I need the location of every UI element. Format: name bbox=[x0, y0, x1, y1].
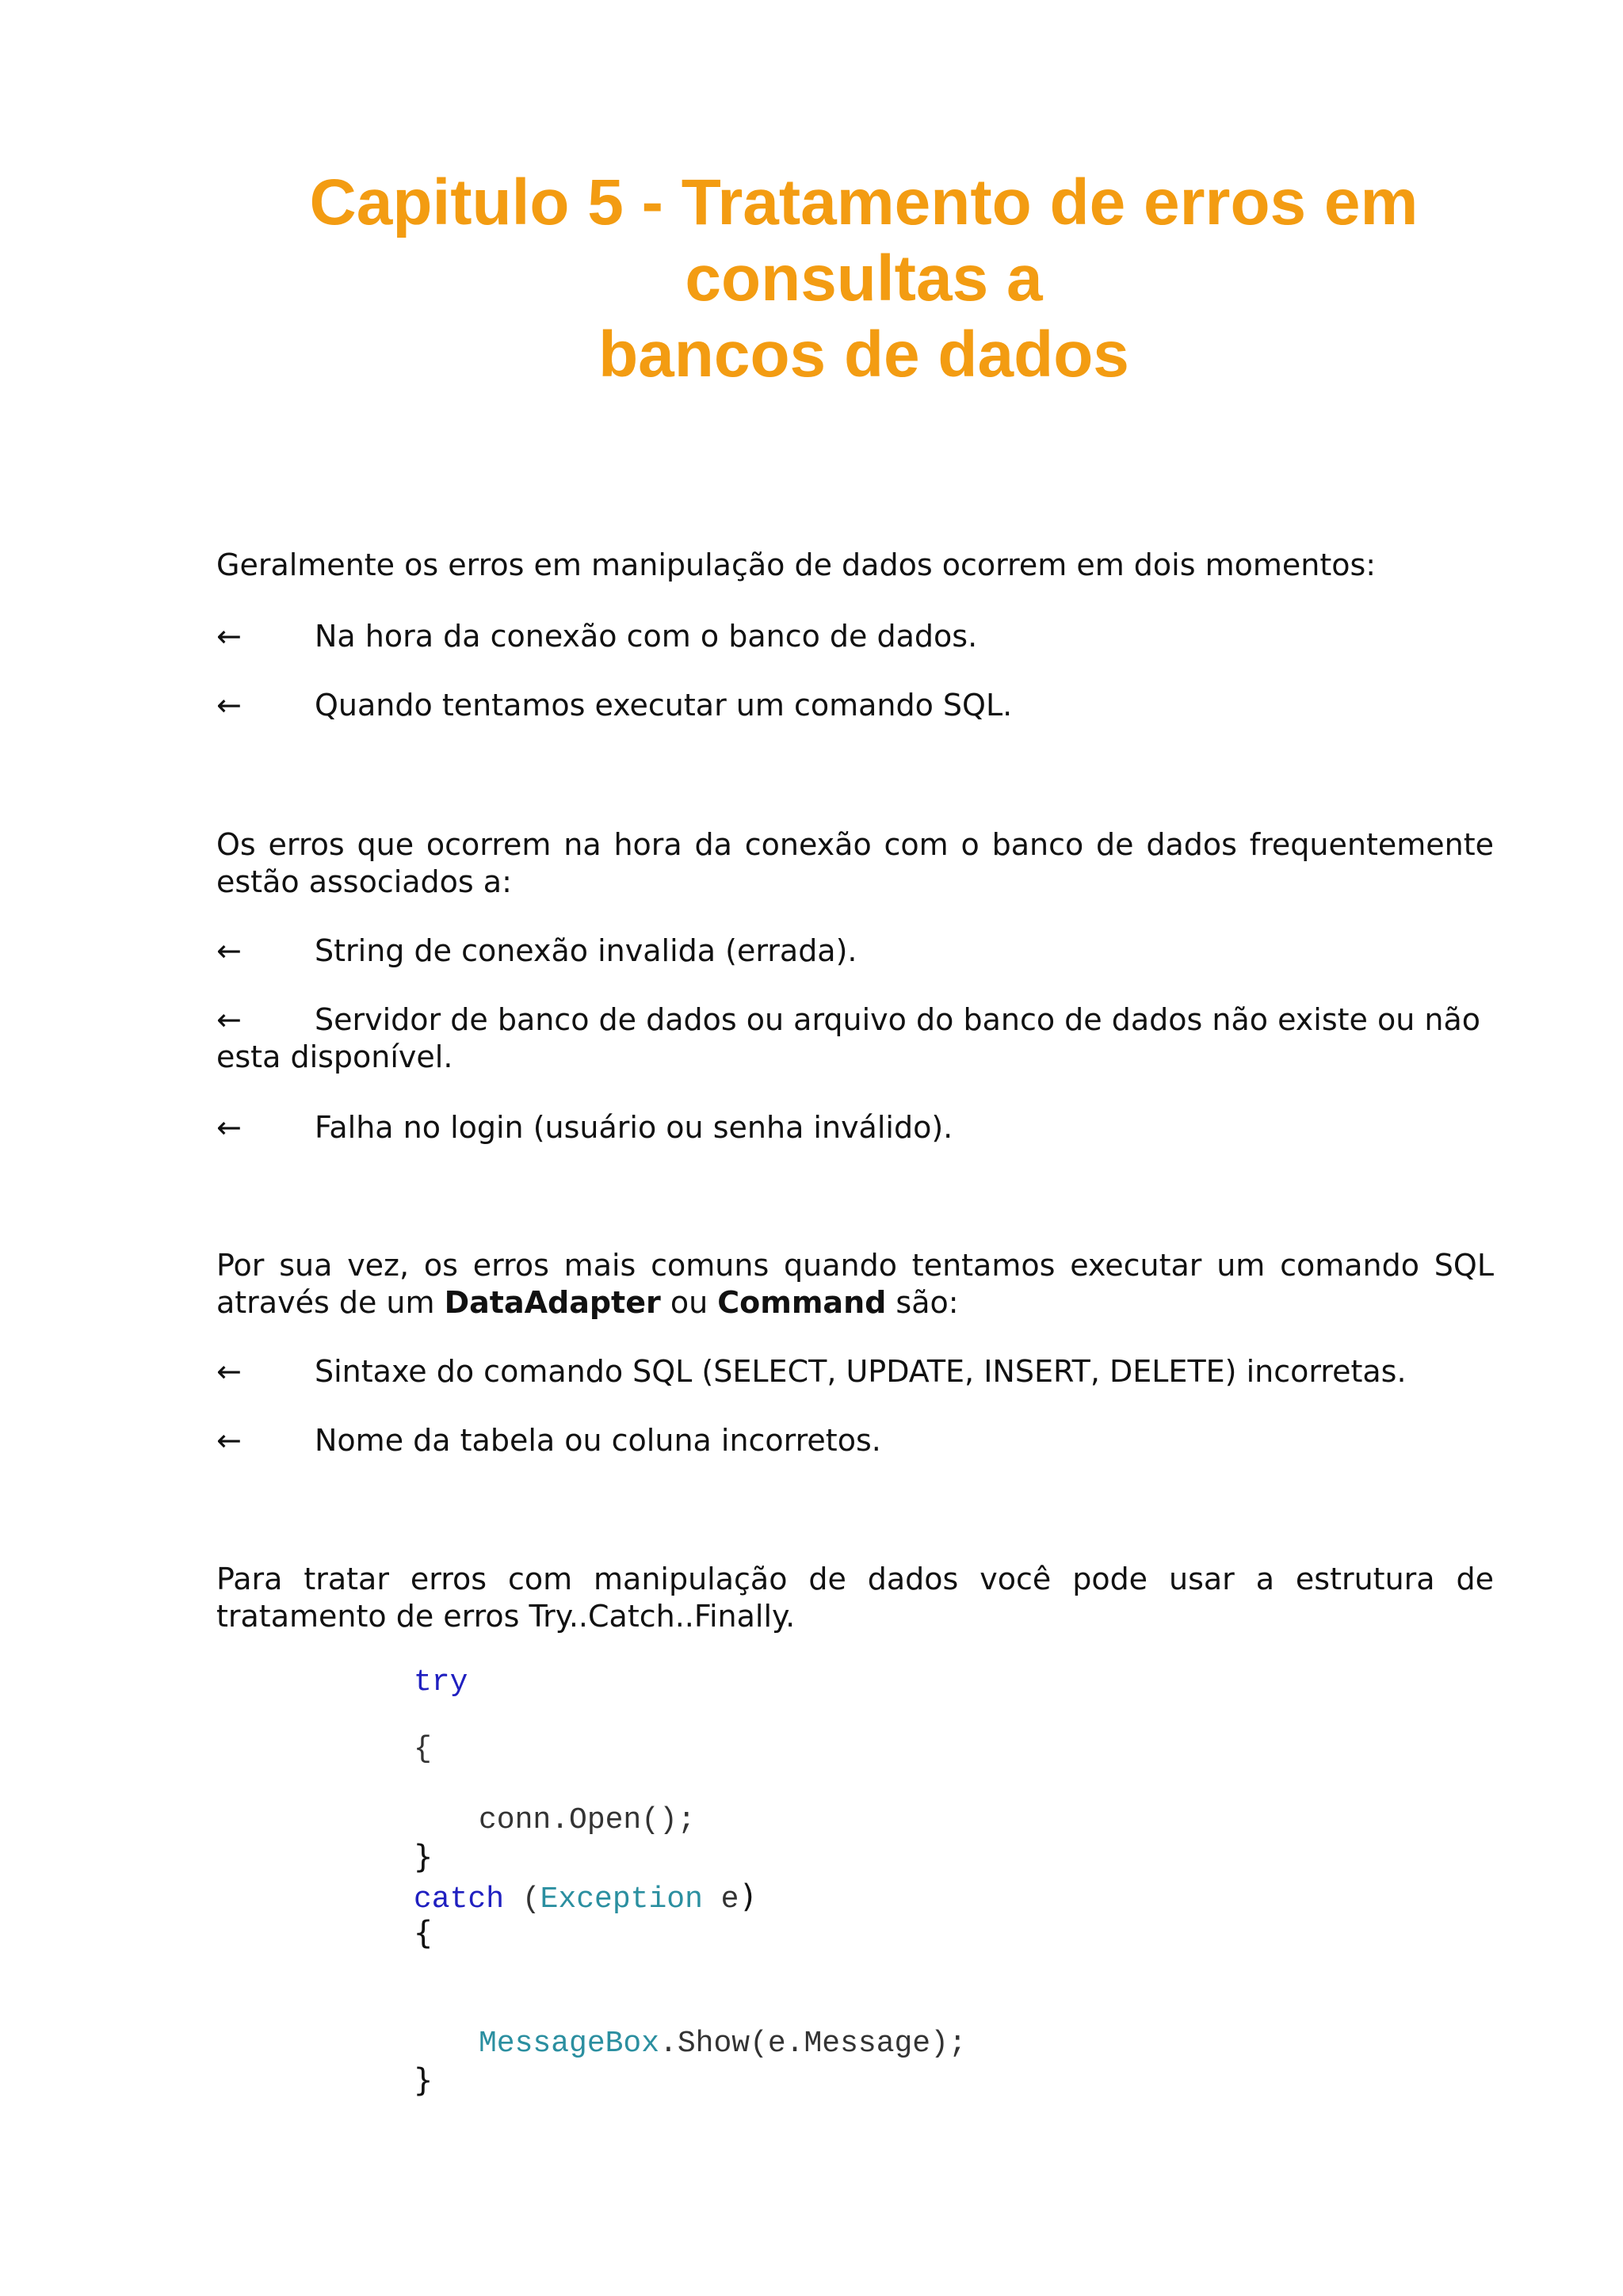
section1-intro: Geralmente os erros em manipulação de dados ocorrem em dois momentos: bbox=[216, 547, 1377, 582]
arrow-left-icon: ← bbox=[216, 1423, 242, 1458]
list-item bbox=[216, 1422, 1494, 1459]
page-title bbox=[214, 165, 1514, 393]
list-item bbox=[216, 687, 1494, 724]
bullet-text: Servidor de banco de dados ou arquivo do banco de dados não existe ou não bbox=[315, 1002, 1481, 1037]
list-item bbox=[216, 618, 1494, 655]
code-line-catch: catch (Exception e) bbox=[414, 1878, 758, 1917]
bullet-text: Na hora da conexão com o banco de dados. bbox=[315, 619, 978, 654]
dataadapter-term: DataAdapter bbox=[444, 1285, 661, 1320]
bullet-text: Falha no login (usuário ou senha inválido). bbox=[315, 1110, 953, 1145]
code-line-conn-open: conn.Open(); bbox=[479, 1803, 696, 1837]
type-messagebox: MessageBox bbox=[479, 2027, 660, 2061]
bullet-text: Sintaxe do comando SQL (SELECT, UPDATE, INSERT, DELETE) incorretas. bbox=[315, 1354, 1407, 1389]
code-line-close-brace: } bbox=[414, 1839, 433, 1875]
section3-intro: Por sua vez, os erros mais comuns quando tentamos executar um comando SQL através de um DataAdapter ou Command são: bbox=[216, 1248, 1494, 1320]
type-exception: Exception bbox=[540, 1882, 703, 1917]
arrow-left-icon: ← bbox=[216, 619, 242, 654]
list-item bbox=[216, 1001, 1494, 1076]
code-line-open-brace: { bbox=[414, 1732, 432, 1766]
bullet-text: Quando tentamos executar um comando SQL. bbox=[315, 688, 1013, 723]
arrow-left-icon: ← bbox=[216, 933, 242, 968]
arrow-left-icon: ← bbox=[216, 1110, 242, 1145]
title-line-3: bancos de dados bbox=[598, 318, 1129, 391]
bullet-text-continued: esta disponível. bbox=[216, 1039, 453, 1074]
bullet-text: String de conexão invalida (errada). bbox=[315, 933, 857, 968]
code-line-open-brace-2: { bbox=[414, 1915, 433, 1951]
code-line-messagebox: MessageBox.Show(e.Message); bbox=[479, 2027, 967, 2061]
arrow-left-icon: ← bbox=[216, 1002, 242, 1037]
arrow-left-icon: ← bbox=[216, 1354, 242, 1389]
keyword-try: try bbox=[414, 1665, 468, 1699]
command-term: Command bbox=[717, 1285, 887, 1320]
arrow-left-icon: ← bbox=[216, 688, 242, 723]
list-item bbox=[216, 1109, 1494, 1146]
list-item bbox=[216, 933, 1494, 970]
keyword-catch: catch bbox=[414, 1882, 505, 1917]
list-item bbox=[216, 1353, 1494, 1390]
title-line-1: Capitulo 5 - Tratamento de erros em bbox=[309, 166, 1419, 238]
section2-intro: Os erros que ocorrem na hora da conexão com o banco de dados frequentemente estão associados a: bbox=[216, 827, 1494, 899]
bullet-text: Nome da tabela ou coluna incorretos. bbox=[315, 1423, 881, 1458]
title-line-2: consultas a bbox=[685, 242, 1043, 315]
code-line-close-brace-2: } bbox=[414, 2062, 433, 2099]
section4-intro: Para tratar erros com manipulação de dados você pode usar a estrutura de tratamento de erros Try..Catch..Finally. bbox=[216, 1562, 1494, 1634]
code-line-try bbox=[414, 1667, 468, 1699]
